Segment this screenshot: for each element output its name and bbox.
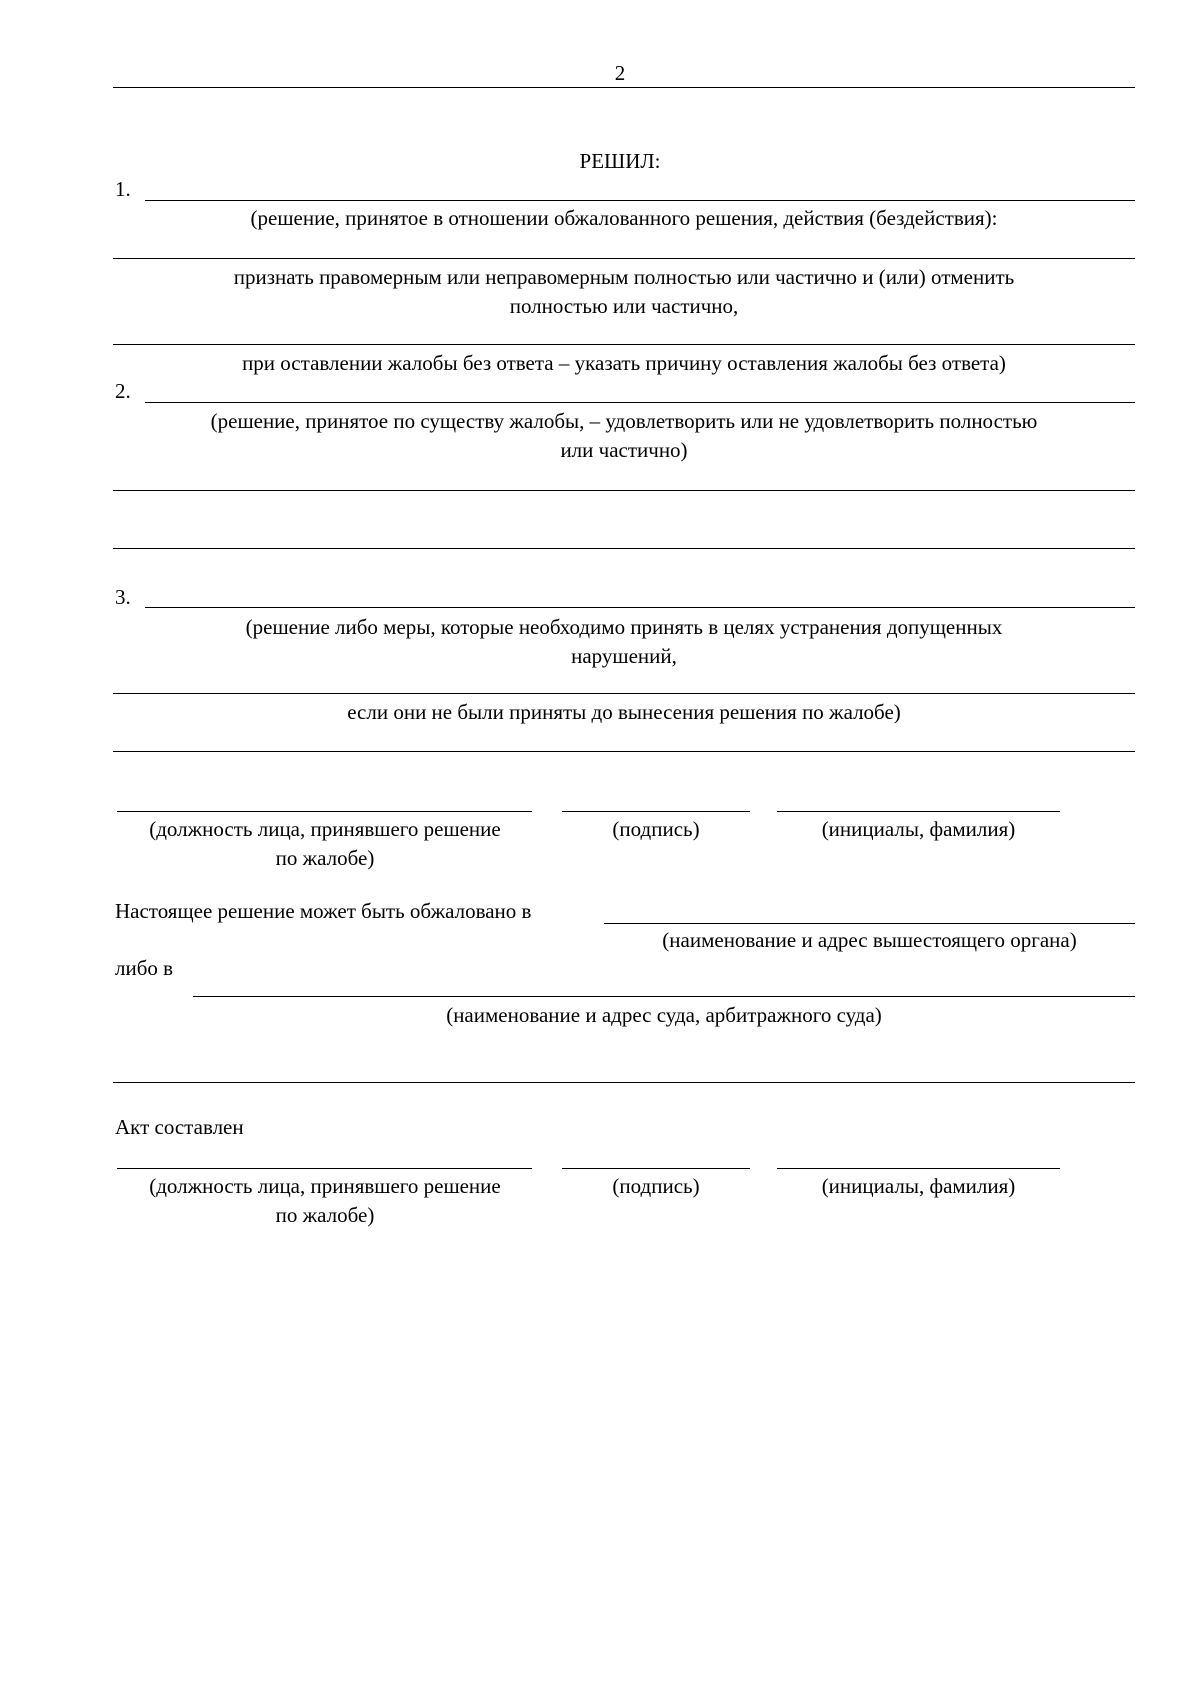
sig1-position-line[interactable]	[117, 811, 532, 812]
sig2-name-line[interactable]	[777, 1168, 1060, 1169]
sig1-position-caption-a: (должность лица, принявшего решение	[149, 817, 501, 841]
item-1-line-2[interactable]	[113, 258, 1135, 259]
heading: РЕШИЛ:	[579, 149, 661, 173]
item-1-caption-3: при оставлении жалобы без ответа – указать причину оставления жалобы без ответа)	[242, 351, 1006, 375]
appeal-court-caption: (наименование и адрес суда, арбитражного суда)	[446, 1003, 882, 1027]
item-2-number: 2.	[115, 379, 131, 403]
sig2-signature-caption: (подпись)	[612, 1174, 700, 1198]
sig1-name-caption: (инициалы, фамилия)	[821, 817, 1016, 841]
appeal-extra-line[interactable]	[113, 1082, 1135, 1083]
item-1-caption: (решение, принятое в отношении обжалованного решения, действия (бездействия):	[250, 206, 998, 230]
item-1-line[interactable]	[145, 200, 1135, 201]
sig2-position-caption-b: по жалобе)	[275, 1203, 375, 1227]
appeal-or-text: либо в	[115, 956, 174, 980]
sig2-position-caption-a: (должность лица, принявшего решение	[149, 1174, 501, 1198]
header-rule	[113, 87, 1135, 88]
sig1-name-line[interactable]	[777, 811, 1060, 812]
item-2-line-2[interactable]	[113, 490, 1135, 491]
item-1-number: 1.	[115, 177, 131, 201]
sig2-name-caption: (инициалы, фамилия)	[821, 1174, 1016, 1198]
item-1-caption-2b: полностью или частично,	[509, 294, 739, 318]
item-2-caption-b: или частично)	[560, 438, 688, 462]
item-3-number: 3.	[115, 585, 131, 609]
item-3-caption-b: нарушений,	[571, 644, 677, 668]
item-2-caption-a: (решение, принятое по существу жалобы, – удовлетворить или не удовлетворить полностью	[210, 409, 1038, 433]
item-1-caption-2a: признать правомерным или неправомерным полностью или частично и (или) отменить	[233, 265, 1015, 289]
appeal-body-line[interactable]	[604, 923, 1135, 924]
page-number: 2	[614, 61, 626, 85]
item-3-caption-a: (решение либо меры, которые необходимо принять в целях устранения допущенных	[245, 615, 1003, 639]
item-2-line-3[interactable]	[113, 548, 1135, 549]
appeal-body-caption: (наименование и адрес вышестоящего органа)	[662, 928, 1077, 952]
act-text: Акт составлен	[115, 1115, 244, 1139]
sig1-signature-caption: (подпись)	[612, 817, 700, 841]
item-3-line-2[interactable]	[113, 693, 1135, 694]
item-2-line[interactable]	[145, 402, 1135, 403]
sig1-position-caption-b: по жалобе)	[275, 846, 375, 870]
sig2-position-line[interactable]	[117, 1168, 532, 1169]
item-3-caption-2: если они не были приняты до вынесения решения по жалобе)	[347, 700, 901, 724]
appeal-text: Настоящее решение может быть обжаловано в	[115, 899, 532, 923]
sig2-signature-line[interactable]	[562, 1168, 750, 1169]
item-3-line-3[interactable]	[113, 751, 1135, 752]
item-3-line[interactable]	[145, 607, 1135, 608]
appeal-court-line[interactable]	[193, 996, 1135, 997]
item-1-line-3[interactable]	[113, 344, 1135, 345]
sig1-signature-line[interactable]	[562, 811, 750, 812]
